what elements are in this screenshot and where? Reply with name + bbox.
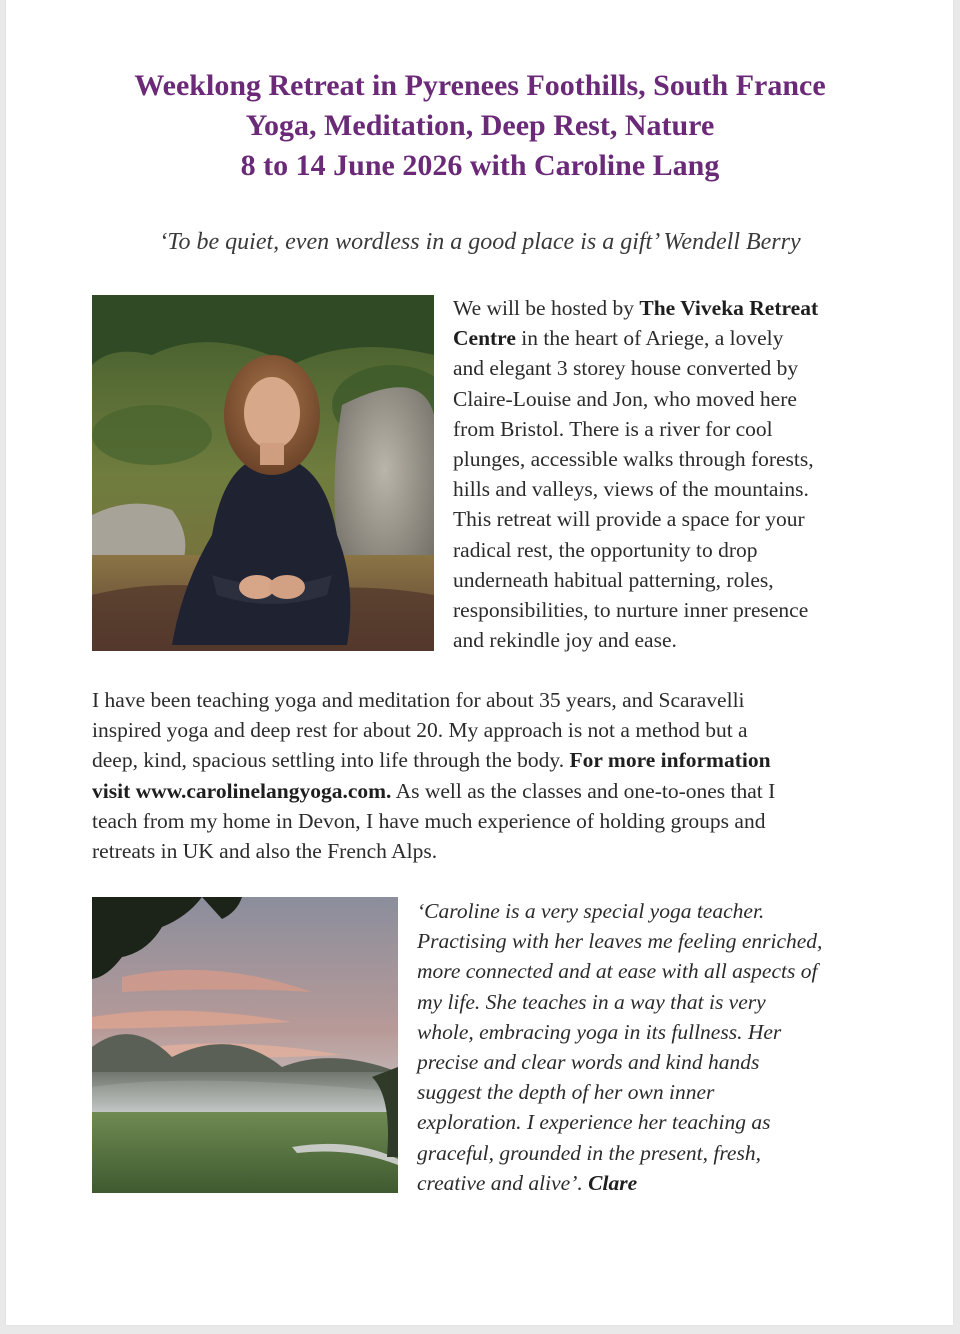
retreat-title [0, 66, 960, 186]
landscape-illustration [92, 897, 398, 1193]
title-line-activities: Yoga, Meditation, Deep Rest, Nature [245, 109, 715, 142]
epigraph-quote: ‘To be quiet, even wordless in a good place is a gift’ Wendell Berry [159, 229, 801, 255]
title-line-location: Weeklong Retreat in Pyrenees Foothills, South France [134, 69, 826, 102]
title-line-dates: 8 to 14 June 2026 with Caroline Lang [240, 149, 720, 182]
teacher-biography: I have been teaching yoga and meditation for about 35 years, and Scaravelli inspired yoga and deep rest for about 20. My approach is not a method but a deep, kind, spacious settling into life through the body. For more information visit www.carolinelangyoga.com. As well as the classes and one-to-ones that I teach from my home in Devon, I have much experience of holding groups and retreats in UK and also the French Alps. [92, 688, 776, 864]
more-info-text: For more information [569, 748, 771, 773]
venue-name-cont: Centre [453, 326, 516, 351]
teacher-portrait-photo [92, 295, 434, 651]
venue-name: The Viveka Retreat [639, 296, 819, 320]
misty-valley-photo [92, 897, 398, 1193]
testimonial-quote: ‘Caroline is a very special yoga teacher. Practising with her leaves me feeling enriched, more connected and at ease with all aspects of my life. She teaches in a way that is very whole, embracing yoga in its fullness. Her precise and clear words and kind hands suggest the depth of her own inner exploration. I experience her teaching as graceful, grounded in the present, fresh, creative and alive’. Clare [417, 899, 823, 1195]
venue-description: We will be hosted by The Viveka Retreat Centre in the heart of Ariege, a lovely and elegant 3 storey house converted by Claire-Louise and Jon, who moved here from Bristol. There is a river for cool plunges, accessible walks through forests, hills and valleys, views of the mountains. This retreat will provide a space for your radical rest, the opportunity to drop underneath habitual patterning, roles, responsibilities, to nurture inner presence and rekindle joy and ease. [453, 296, 819, 653]
portrait-illustration [92, 295, 434, 651]
website-link[interactable]: visit www.carolinelangyoga.com. [92, 778, 392, 803]
flyer-page [6, 0, 953, 1325]
testimonial-author: Clare [588, 1170, 638, 1195]
